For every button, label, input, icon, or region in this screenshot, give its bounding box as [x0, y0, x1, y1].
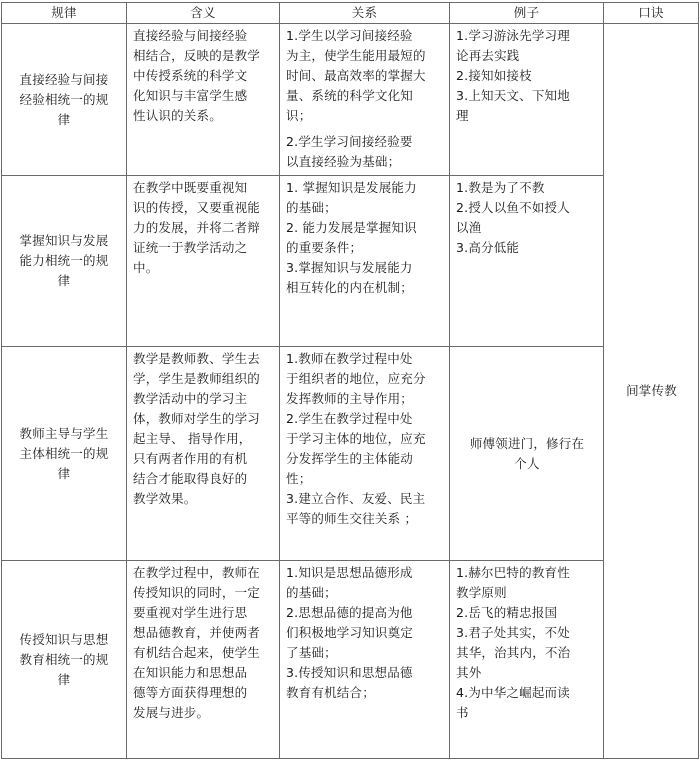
mnemonic-text: 间掌传教 [626, 383, 677, 398]
rule-cell: 传授知识与思想 教育相统一的规 律 [2, 561, 127, 759]
header-row [2, 3, 699, 24]
table-row [2, 561, 699, 759]
mnemonic-cell [604, 24, 699, 759]
relation-cell: 1.学生以学习间接经验 为主，使学生能用最短的 时间、最高效率的掌握大 量、系统的科学文化知 识； 2.学生学习间接经验要 以直接经验为基础； [280, 24, 450, 176]
table-row [2, 346, 699, 561]
header-meaning: 含义 [127, 3, 280, 24]
rule-cell: 掌握知识与发展 能力相统一的规 律 [2, 176, 127, 346]
example-cell: 1.教是为了不教 2.授人以鱼不如授人 以渔 3.高分低能 [450, 176, 604, 346]
relation-cell: 1. 掌握知识是发展能力 的基础； 2. 能力发展是掌握知识 的重要条件； 3.掌握知识与发展能力 相互转化的内在机制； [280, 176, 450, 346]
meaning-cell: 在教学过程中，教师在 传授知识的同时，一定 要重视对学生进行思 想品德教育，并使两者 有机结合起来，使学生 在知识能力和思想品 德等方面获得理想的 发展与进步。 [127, 561, 280, 759]
header-relation: 关系 [280, 3, 450, 24]
header-example: 例子 [450, 3, 604, 24]
header-rule: 规律 [2, 3, 127, 24]
rule-cell: 教师主导与学生 主体相统一的规 律 [2, 346, 127, 561]
law-table [1, 2, 699, 759]
example-cell: 1.学习游泳先学习理 论再去实践 2.接知如接枝 3.上知天文、下知地 理 [450, 24, 604, 176]
rule-cell: 直接经验与间接 经验相统一的规 律 [2, 24, 127, 176]
table-row [2, 176, 699, 346]
header-mnemonic: 口诀 [604, 3, 699, 24]
relation-cell: 1.知识是思想品德形成 的基础； 2.思想品德的提高为他 们积极地学习知识奠定 了基础； 3.传授知识和思想品德 教育有机结合； [280, 561, 450, 759]
example-cell: 1.赫尔巴特的教育性 教学原则 2.岳飞的精忠报国 3.君子处其实，不处 其华，治其内，不治 其外 4.为中华之崛起而读 书 [450, 561, 604, 759]
relation-cell: 1.教师在教学过程中处 于组织者的地位，应充分 发挥教师的主导作用； 2.学生在教学过程中处 于学习主体的地位，应充 分发挥学生的主体能动 性； 3.建立合作、友爱、民主 平等的师生交往关系 ； [280, 346, 450, 561]
meaning-cell: 教学是教师教、学生去 学，学生是教师组织的 教学活动中的学习主 体，教师对学生的学习 起主导、 指导作用， 只有两者作用的有机 结合才能取得良好的 教学效果。 [127, 346, 280, 561]
example-cell: 师傅领进门，修行在 个人 [450, 346, 604, 561]
table-row [2, 24, 699, 176]
meaning-cell: 在教学中既要重视知 识的传授，又要重视能 力的发展，并将二者辩 证统一于教学活动之 中。 [127, 176, 280, 346]
meaning-cell: 直接经验与间接经验 相结合，反映的是教学 中传授系统的科学文 化知识与丰富学生感 性认识的关系。 [127, 24, 280, 176]
